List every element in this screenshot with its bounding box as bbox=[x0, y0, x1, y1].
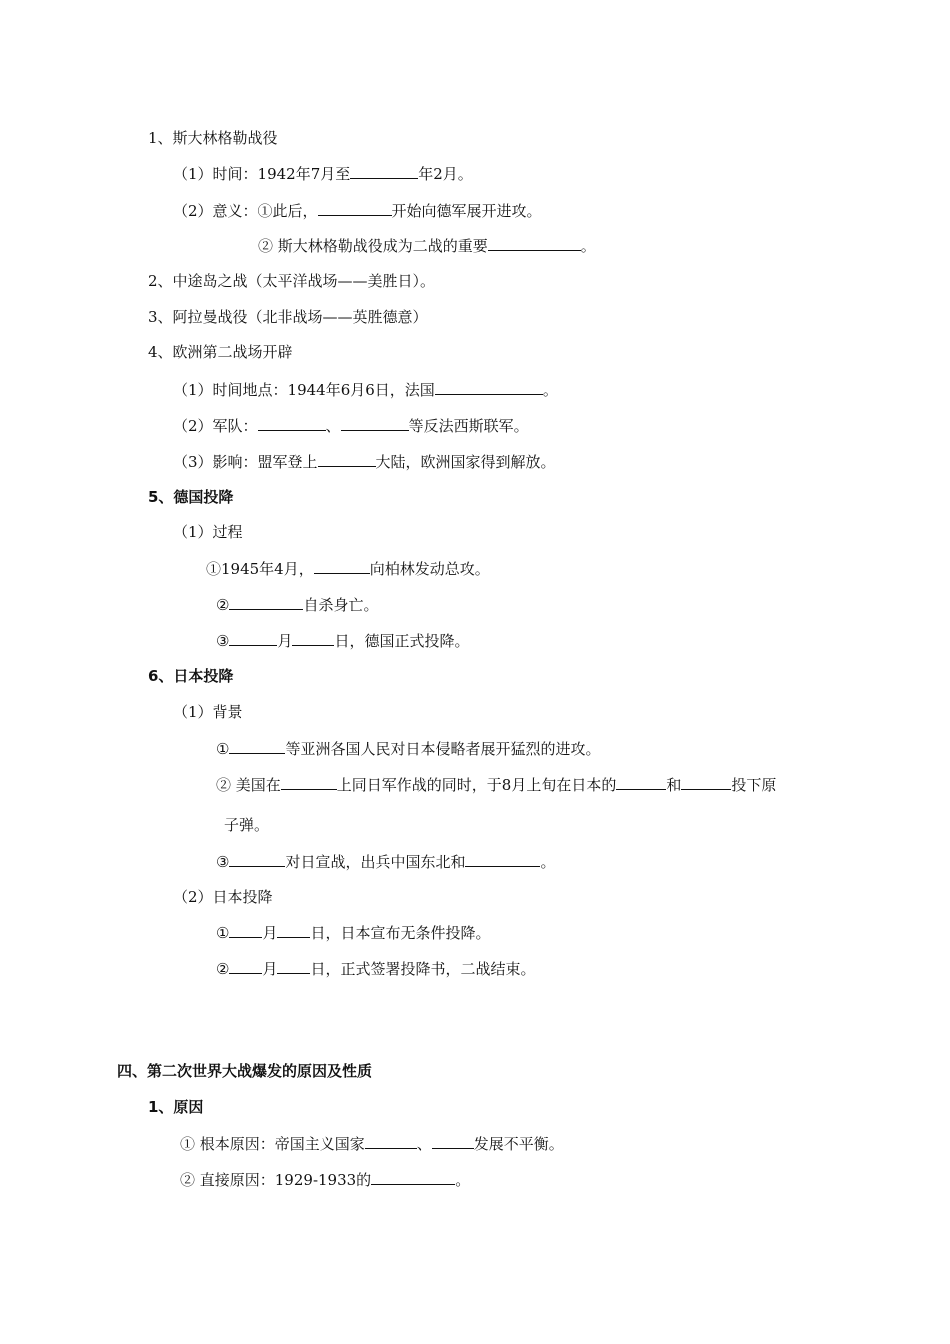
s5-p1 bbox=[206, 558, 490, 579]
text: 。 bbox=[455, 1171, 471, 1189]
text: 大陆，欧洲国家得到解放。 bbox=[375, 453, 556, 471]
text: 开始向德军展开进攻。 bbox=[391, 202, 542, 220]
s6-b3 bbox=[216, 851, 555, 872]
text: 。 bbox=[540, 853, 556, 871]
blank[interactable] bbox=[229, 958, 262, 974]
text: ② bbox=[216, 960, 230, 978]
s1-significance-2 bbox=[258, 235, 596, 256]
text: 等反法西斯联军。 bbox=[408, 417, 529, 435]
blank[interactable] bbox=[229, 594, 303, 610]
text: 上同日军作战的同时，于8月上旬在日本的 bbox=[336, 776, 617, 794]
text: 对日宣战，出兵中国东北和 bbox=[285, 853, 466, 871]
s5-process: （1）过程 bbox=[173, 523, 243, 541]
part4-c1 bbox=[180, 1133, 564, 1154]
text: 。 bbox=[580, 237, 596, 255]
s6-title: 6、日本投降 bbox=[148, 667, 234, 685]
text: 发展不平衡。 bbox=[473, 1135, 564, 1153]
text: （3）影响：盟军登上 bbox=[173, 453, 318, 471]
s6-background: （1）背景 bbox=[173, 703, 243, 721]
text: ① bbox=[216, 924, 230, 942]
text: 年2月。 bbox=[418, 165, 473, 183]
blank[interactable] bbox=[229, 738, 285, 754]
s6-b1 bbox=[216, 738, 600, 759]
s5-p2 bbox=[216, 594, 378, 615]
text: （1）时间：1942年7月至 bbox=[173, 165, 351, 183]
blank[interactable] bbox=[229, 922, 262, 938]
s6-j2 bbox=[216, 958, 535, 979]
blank[interactable] bbox=[681, 774, 731, 790]
blank[interactable] bbox=[435, 379, 543, 395]
blank[interactable] bbox=[318, 451, 376, 467]
s1-time bbox=[173, 163, 473, 184]
text: ①1945年4月， bbox=[206, 560, 314, 578]
text: （1）时间地点：1944年6月6日，法国 bbox=[173, 381, 435, 399]
s4-title: 4、欧洲第二战场开辟 bbox=[148, 343, 293, 361]
s6-j1 bbox=[216, 922, 490, 943]
blank[interactable] bbox=[365, 1133, 417, 1149]
text: ② 直接原因：1929-1933的 bbox=[180, 1171, 372, 1189]
text: 自杀身亡。 bbox=[303, 596, 379, 614]
s6-b2 bbox=[216, 774, 776, 795]
blank[interactable] bbox=[432, 1133, 474, 1149]
text: 日，正式签署投降书，二战结束。 bbox=[310, 960, 536, 978]
s3-title: 3、阿拉曼战役（北非战场——英胜德意） bbox=[148, 308, 428, 326]
blank[interactable] bbox=[229, 851, 285, 867]
text: 和 bbox=[666, 776, 682, 794]
blank[interactable] bbox=[318, 200, 392, 216]
s4-time-place bbox=[173, 379, 558, 400]
text: 。 bbox=[542, 381, 558, 399]
text: 等亚洲各国人民对日本侵略者展开猛烈的进攻。 bbox=[285, 740, 601, 758]
text: ① 根本原因：帝国主义国家 bbox=[180, 1135, 365, 1153]
blank[interactable] bbox=[314, 558, 370, 574]
blank[interactable] bbox=[616, 774, 666, 790]
text: 月 bbox=[262, 924, 278, 942]
blank[interactable] bbox=[371, 1169, 455, 1185]
s5-title: 5、德国投降 bbox=[148, 488, 234, 506]
text: 月 bbox=[277, 632, 293, 650]
part4-cause: 1、原因 bbox=[148, 1098, 204, 1116]
blank[interactable] bbox=[488, 235, 581, 251]
s4-effect bbox=[173, 451, 556, 472]
s1-title: 1、斯大林格勒战役 bbox=[148, 129, 278, 147]
text: 、 bbox=[416, 1135, 432, 1153]
text: （2）军队： bbox=[173, 417, 258, 435]
text: 日，日本宣布无条件投降。 bbox=[310, 924, 491, 942]
s5-p3 bbox=[216, 630, 469, 651]
text: 、 bbox=[325, 417, 341, 435]
s4-army bbox=[173, 415, 529, 436]
text: （2）意义：①此后， bbox=[173, 202, 318, 220]
s1-significance bbox=[173, 200, 542, 221]
blank[interactable] bbox=[292, 630, 334, 646]
part4-title: 四、第二次世界大战爆发的原因及性质 bbox=[117, 1062, 373, 1080]
text: 月 bbox=[262, 960, 278, 978]
blank[interactable] bbox=[281, 774, 337, 790]
text: 投下原 bbox=[731, 776, 777, 794]
blank[interactable] bbox=[341, 415, 409, 431]
s6-b2-cont: 子弹。 bbox=[224, 816, 270, 834]
text: ① bbox=[216, 740, 230, 758]
text: ② 斯大林格勒战役成为二战的重要 bbox=[258, 237, 488, 255]
s2-title: 2、中途岛之战（太平洋战场——美胜日）。 bbox=[148, 272, 436, 290]
blank[interactable] bbox=[277, 922, 310, 938]
text: ③ bbox=[216, 853, 230, 871]
text: ② 美国在 bbox=[216, 776, 281, 794]
text: 向柏林发动总攻。 bbox=[369, 560, 490, 578]
part4-c2 bbox=[180, 1169, 470, 1190]
blank[interactable] bbox=[465, 851, 540, 867]
text: ② bbox=[216, 596, 230, 614]
s6-surrender: （2）日本投降 bbox=[173, 888, 273, 906]
text: 日，德国正式投降。 bbox=[334, 632, 470, 650]
text: ③ bbox=[216, 632, 230, 650]
blank[interactable] bbox=[350, 163, 418, 179]
blank[interactable] bbox=[229, 630, 277, 646]
blank[interactable] bbox=[277, 958, 310, 974]
blank[interactable] bbox=[258, 415, 326, 431]
